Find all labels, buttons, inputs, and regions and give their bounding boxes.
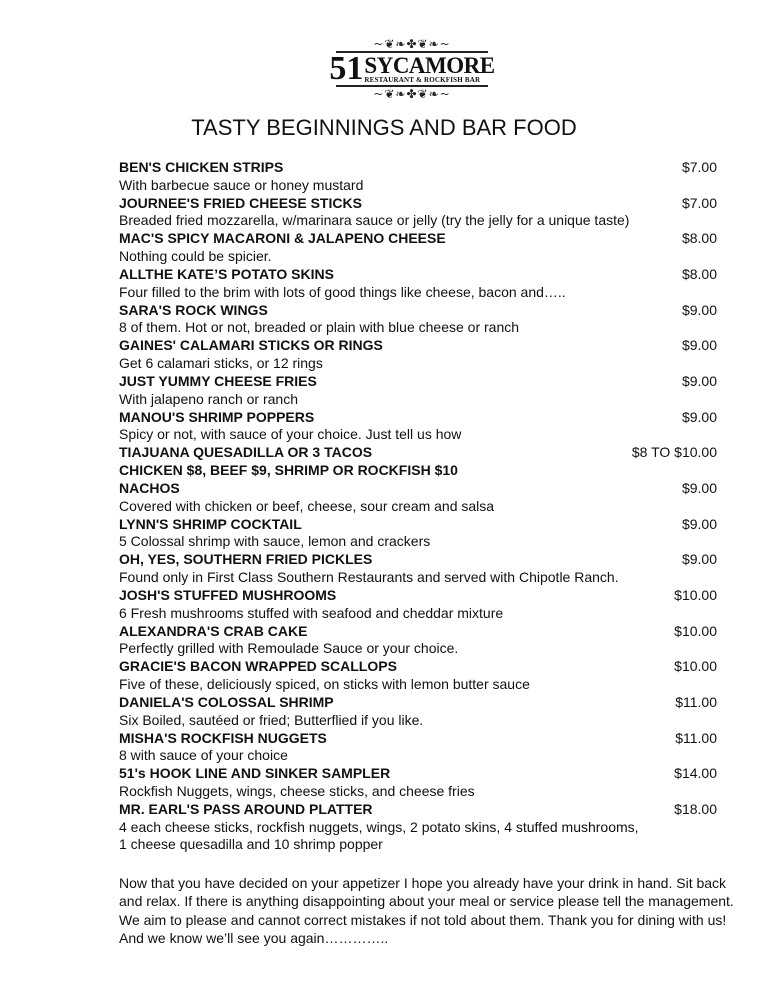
item-description: 8 of them. Hot or not, breaded or plain with blue cheese or ranch — [119, 319, 520, 336]
item-name: SARA'S ROCK WINGS — [119, 301, 268, 318]
item-name: JOSH'S STUFFED MUSHROOMS — [119, 586, 337, 603]
logo-name: SYCAMORE — [364, 53, 495, 78]
item-name: ALLTHE KATE’S POTATO SKINS — [119, 265, 334, 282]
item-price: $9.00 — [681, 372, 717, 389]
item-description: Five of these, deliciously spiced, on sticks with lemon butter sauce — [119, 676, 530, 693]
restaurant-logo — [329, 37, 495, 101]
item-name: ALEXANDRA'S CRAB CAKE — [119, 622, 308, 639]
item-name: 51's HOOK LINE AND SINKER SAMPLER — [119, 765, 391, 782]
menu-item — [119, 266, 731, 284]
item-price: $9.00 — [681, 337, 717, 354]
menu-item — [119, 587, 731, 605]
item-description: 1 cheese quesadilla and 10 shrimp popper — [119, 836, 383, 853]
item-name: NACHOS — [119, 479, 180, 496]
item-name: JUST YUMMY CHEESE FRIES — [119, 372, 317, 389]
item-description: Found only in First Class Southern Restaurants and served with Chipotle Ranch. — [119, 569, 619, 586]
item-description: CHICKEN $8, BEEF $9, SHRIMP OR ROCKFISH $10 — [119, 462, 458, 479]
item-price: $10.00 — [674, 658, 717, 675]
item-description: 6 Fresh mushrooms stuffed with seafood and cheddar mixture — [119, 604, 504, 621]
item-description: With jalapeno ranch or ranch — [119, 390, 298, 407]
ornament-top-icon: ~❦❧✤❦❧~ — [373, 37, 451, 51]
item-description: 4 each cheese sticks, rockfish nuggets, wings, 2 potato skins, 4 stuffed mushrooms, — [119, 818, 639, 835]
item-price: $18.00 — [674, 800, 717, 817]
item-name: JOURNEE'S FRIED CHEESE STICKS — [119, 194, 362, 211]
item-description: Perfectly grilled with Remoulade Sauce or your choice. — [119, 640, 459, 657]
item-name: MR. EARL'S PASS AROUND PLATTER — [119, 800, 373, 817]
item-price: $9.00 — [681, 551, 717, 568]
item-price: $9.00 — [681, 479, 717, 496]
menu-item — [119, 230, 731, 248]
item-price: $8.00 — [681, 265, 717, 282]
menu-list — [119, 159, 731, 854]
item-price: $10.00 — [674, 586, 717, 603]
item-description: Nothing could be spicier. — [119, 248, 272, 265]
menu-item — [119, 801, 731, 819]
menu-item — [119, 623, 731, 641]
item-description: Rockfish Nuggets, wings, cheese sticks, and cheese fries — [119, 782, 475, 799]
item-price: $8 TO $10.00 — [631, 444, 717, 461]
menu-item — [119, 159, 731, 177]
ornament-bottom-icon: ~❦❧✤❦❧~ — [373, 87, 451, 101]
item-price: $9.00 — [681, 515, 717, 532]
item-name: MISHA'S ROCKFISH NUGGETS — [119, 729, 327, 746]
item-name: GAINES' CALAMARI STICKS OR RINGS — [119, 337, 383, 354]
item-description: 8 with sauce of your choice — [119, 747, 288, 764]
menu-item — [119, 373, 731, 391]
item-price: $11.00 — [675, 729, 717, 746]
item-name: MAC'S SPICY MACARONI & JALAPENO CHEESE — [119, 230, 446, 247]
menu-item — [119, 480, 731, 498]
item-description: With barbecue sauce or honey mustard — [119, 176, 364, 193]
item-description: 5 Colossal shrimp with sauce, lemon and crackers — [119, 533, 431, 550]
item-price: $9.00 — [681, 408, 717, 425]
item-name: GRACIE'S BACON WRAPPED SCALLOPS — [119, 658, 397, 675]
item-name: MANOU'S SHRIMP POPPERS — [119, 408, 315, 425]
item-name: LYNN'S SHRIMP COCKTAIL — [119, 515, 302, 532]
menu-item — [119, 765, 731, 783]
item-description: Six Boiled, sautéed or fried; Butterflied if you like. — [119, 711, 424, 728]
item-price: $7.00 — [681, 159, 717, 175]
item-price: $7.00 — [681, 194, 717, 211]
item-name: BEN'S CHICKEN STRIPS — [119, 159, 284, 175]
item-name: OH, YES, SOUTHERN FRIED PICKLES — [119, 551, 373, 568]
closing-note: Now that you have decided on your appetizer I hope you already have your drink in hand. Sit back and relax. If there is anything disappointing about your meal or service please tell the management. We aim to please and cannot correct mistakes if not told about them. Thank you for dining with us! And we know we’ll see you again………….. — [119, 875, 734, 946]
menu-item — [119, 658, 731, 676]
item-price: $9.00 — [681, 301, 717, 318]
item-description: Get 6 calamari sticks, or 12 rings — [119, 355, 323, 372]
menu-item — [119, 302, 731, 320]
menu-item — [119, 337, 731, 355]
menu-item — [119, 694, 731, 712]
logo-subtitle: RESTAURANT & ROCKFISH BAR — [364, 76, 481, 84]
item-name: TIAJUANA QUESADILLA OR 3 TACOS — [119, 444, 373, 461]
item-name: DANIELA'S COLOSSAL SHRIMP — [119, 693, 334, 710]
menu-item — [119, 444, 731, 462]
item-price: $8.00 — [681, 230, 717, 247]
page-title: TASTY BEGINNINGS AND BAR FOOD — [191, 115, 577, 140]
menu-item — [119, 730, 731, 748]
item-description: Four filled to the brim with lots of good things like cheese, bacon and….. — [119, 283, 566, 300]
item-price: $10.00 — [674, 622, 717, 639]
item-description: Covered with chicken or beef, cheese, sour cream and salsa — [119, 497, 495, 514]
menu-item — [119, 551, 731, 569]
menu-item — [119, 516, 731, 534]
menu-item — [119, 409, 731, 427]
item-price: $11.00 — [675, 693, 717, 710]
item-description: Breaded fried mozzarella, w/marinara sauce or jelly (try the jelly for a unique taste) — [119, 212, 630, 229]
item-price: $14.00 — [674, 765, 717, 782]
item-description: Spicy or not, with sauce of your choice. Just tell us how — [119, 426, 462, 443]
menu-item — [119, 195, 731, 213]
logo-number: 51 — [329, 50, 364, 87]
